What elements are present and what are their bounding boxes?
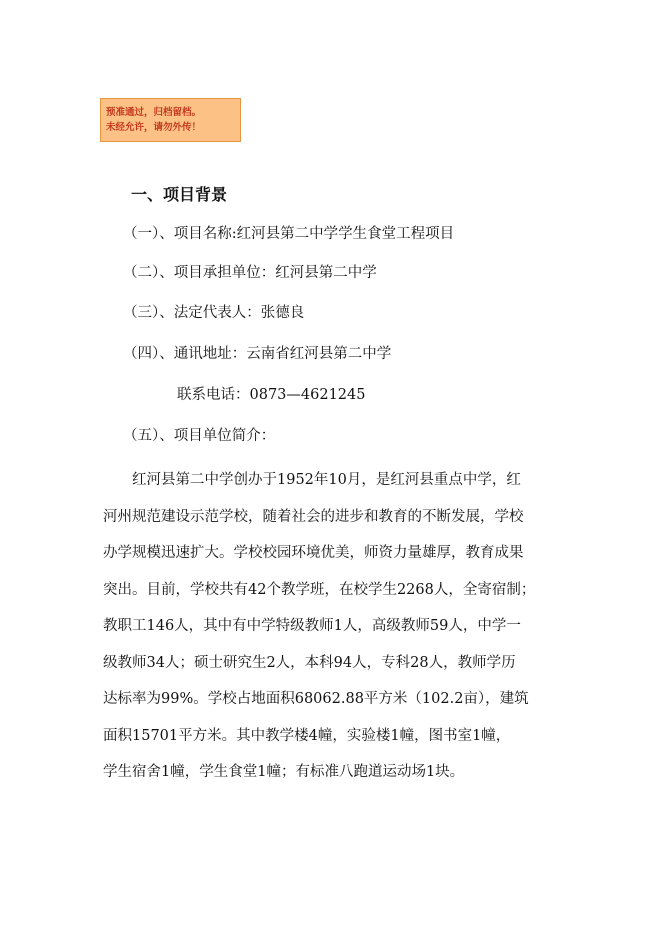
- paragraph-line: 学生宿舍1幢，学生食堂1幢；有标准八跑道运动场1块。: [103, 764, 465, 780]
- paragraph-line: 办学规模迅速扩大。学校校园环境优美，师资力量雄厚，教育成果: [103, 545, 524, 561]
- notice-line-2: 未经允许，请勿外传！: [106, 122, 202, 133]
- project-unit-line: （二）、项目承担单位：红河县第二中学: [123, 265, 377, 281]
- legal-representative-line: （三）、法定代表人：张德良: [123, 305, 305, 321]
- unit-intro-paragraph: [103, 462, 573, 791]
- section-heading: 一、项目背景: [131, 185, 228, 204]
- address-line: （四）、通讯地址：云南省红河县第二中学: [123, 346, 392, 362]
- project-name-line: （一）、项目名称:红河县第二中学学生食堂工程项目: [123, 226, 455, 242]
- paragraph-line: 河州规范建设示范学校，随着社会的进步和教育的不断发展，学校: [103, 508, 524, 525]
- paragraph-line: 教职工146人，其中有中学特级教师1人，高级教师59人，中学一: [103, 618, 521, 634]
- unit-intro-heading: （五）、项目单位简介：: [123, 428, 276, 444]
- confidential-notice-stamp: [100, 98, 241, 142]
- notice-line-1: 预准通过，归档留档。: [106, 107, 202, 118]
- paragraph-line: 级教师34人；硕士研究生2人，本科94人，专科28人，教师学历: [103, 654, 516, 671]
- paragraph-line: 红河县第二中学创办于1952年10月，是红河县重点中学，红: [103, 472, 521, 488]
- paragraph-line: 突出。目前，学校共有42个教学班，在校学生2268人，全寄宿制；: [103, 581, 536, 598]
- phone-line: 联系电话：0873—4621245: [177, 387, 366, 403]
- paragraph-line: 达标率为99%。学校占地面积68062.88平方米（102.2亩），建筑: [103, 691, 529, 707]
- paragraph-line: 面积15701平方米。其中教学楼4幢，实验楼1幢，图书室1幢，: [103, 727, 511, 744]
